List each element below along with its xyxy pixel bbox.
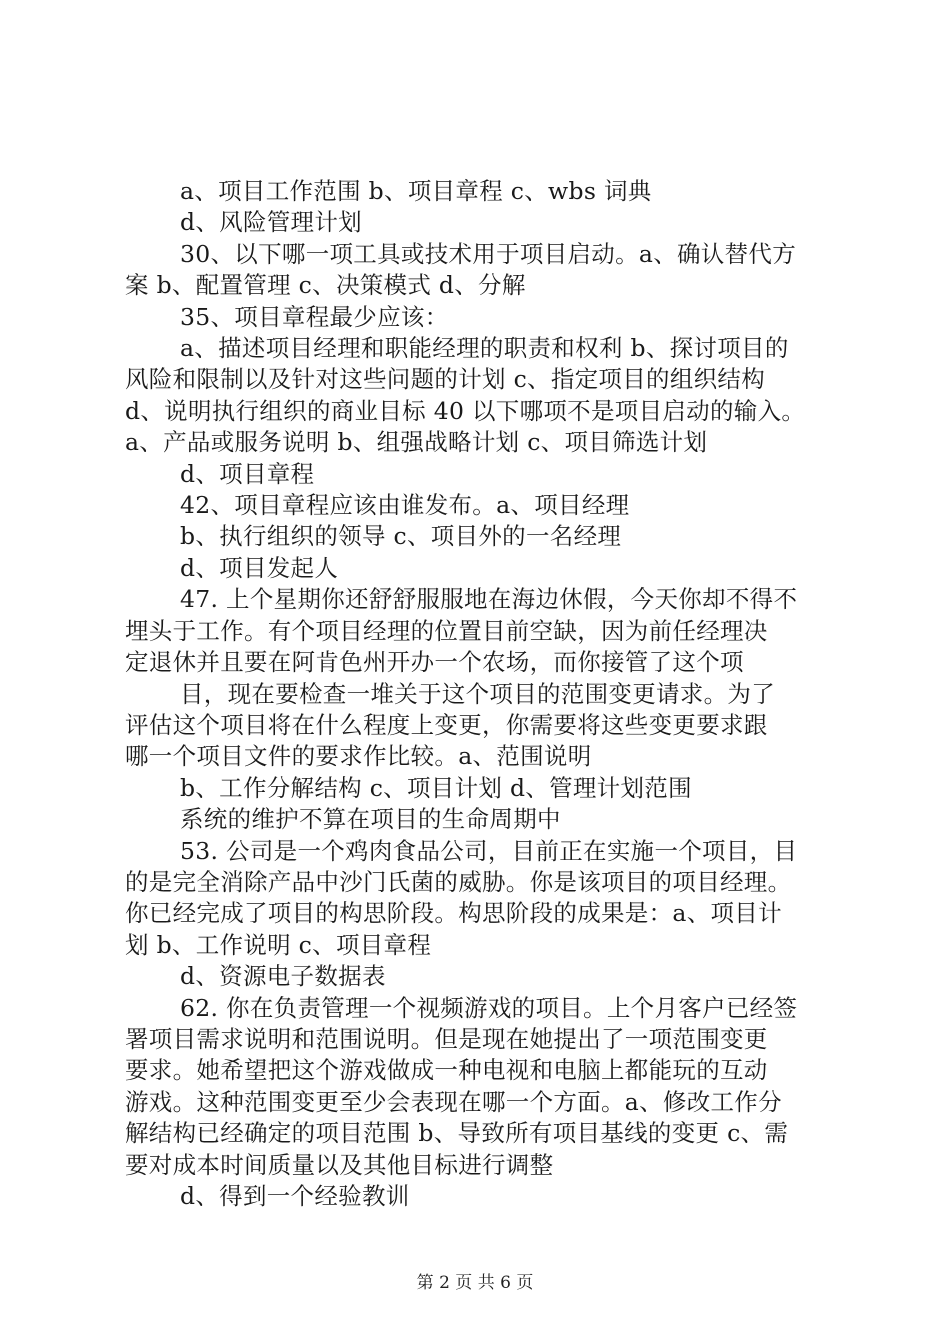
text-line: 案 b、配置管理 c、决策模式 d、分解 bbox=[125, 271, 526, 300]
text-line: 42、项目章程应该由谁发布。a、项目经理 bbox=[180, 491, 630, 520]
text-line: 哪一个项目文件的要求作比较。a、范围说明 bbox=[125, 742, 592, 771]
text-line: 系统的维护不算在项目的生命周期中 bbox=[180, 805, 561, 834]
text-line: 划 b、工作说明 c、项目章程 bbox=[125, 930, 432, 959]
text-line: 30、以下哪一项工具或技术用于项目启动。a、确认替代方 bbox=[180, 239, 797, 268]
text-line: d、项目发起人 bbox=[180, 553, 339, 582]
text-line: d、资源电子数据表 bbox=[180, 962, 386, 991]
text-line: 53. 公司是一个鸡肉食品公司，目前正在实施一个项目，目 bbox=[180, 836, 798, 865]
text-line: 你已经完成了项目的构思阶段。构思阶段的成果是：a、项目计 bbox=[125, 899, 782, 928]
text-line: 要对成本时间质量以及其他目标进行调整 bbox=[125, 1150, 554, 1179]
text-line: 定退休并且要在阿肯色州开办一个农场，而你接管了这个项 bbox=[125, 648, 744, 677]
text-line: d、项目章程 bbox=[180, 459, 315, 488]
text-line: 评估这个项目将在什么程度上变更，你需要将这些变更要求跟 bbox=[125, 710, 768, 739]
text-line: 风险和限制以及针对这些问题的计划 c、指定项目的组织结构 bbox=[125, 365, 766, 394]
text-line: 解结构已经确定的项目范围 b、导致所有项目基线的变更 c、需 bbox=[125, 1119, 789, 1148]
page-footer: 第 2 页 共 6 页 bbox=[416, 1273, 534, 1293]
text-line: 的是完全消除产品中沙门氏菌的威胁。你是该项目的项目经理。 bbox=[125, 867, 792, 896]
text-line: 要求。她希望把这个游戏做成一种电视和电脑上都能玩的互动 bbox=[125, 1056, 768, 1085]
text-line: 目，现在要检查一堆关于这个项目的范围变更请求。为了 bbox=[180, 679, 775, 708]
text-line: d、风险管理计划 bbox=[180, 208, 362, 237]
text-line: 埋头于工作。有个项目经理的位置目前空缺，因为前任经理决 bbox=[125, 616, 768, 645]
text-line: a、产品或服务说明 b、组强战略计划 c、项目筛选计划 bbox=[125, 428, 708, 457]
document-body bbox=[125, 176, 840, 1212]
text-line: 游戏。这种范围变更至少会表现在哪一个方面。a、修改工作分 bbox=[125, 1087, 782, 1116]
text-line: d、得到一个经验教训 bbox=[180, 1182, 410, 1210]
text-line: a、描述项目经理和职能经理的职责和权利 b、探讨项目的 bbox=[180, 334, 789, 363]
text-line: a、项目工作范围 b、项目章程 c、wbs 词典 bbox=[180, 177, 652, 205]
text-line: 62. 你在负责管理一个视频游戏的项目。上个月客户已经签 bbox=[180, 993, 798, 1022]
text-line: b、工作分解结构 c、项目计划 d、管理计划范围 bbox=[180, 773, 692, 802]
text-line: 35、项目章程最少应该： bbox=[180, 302, 449, 331]
text-line: d、说明执行组织的商业目标 40 以下哪项不是项目启动的输入。 bbox=[125, 396, 806, 425]
text-line: b、执行组织的领导 c、项目外的一名经理 bbox=[180, 522, 622, 551]
text-line: 47. 上个星期你还舒舒服服地在海边休假，今天你却不得不 bbox=[180, 585, 798, 614]
text-line: 署项目需求说明和范围说明。但是现在她提出了一项范围变更 bbox=[125, 1024, 768, 1053]
